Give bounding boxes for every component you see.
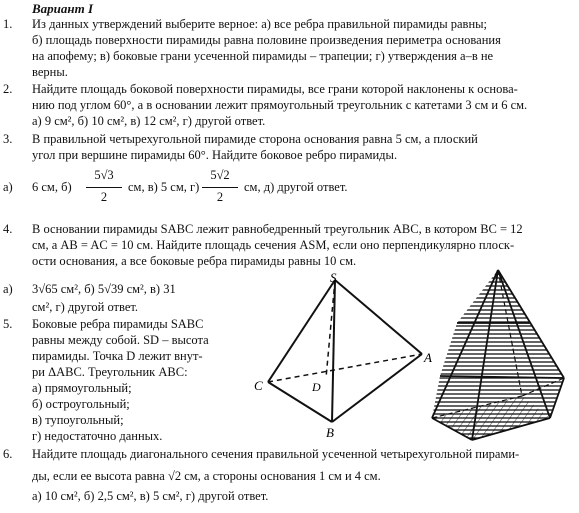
q1-line4: верны. (32, 65, 68, 79)
q5-line2: равны между собой. SD – высота (32, 333, 209, 347)
q5-line3: пирамиды. Точка D лежит внут- (32, 349, 203, 363)
q3-frac1-bar (86, 187, 122, 188)
label-d: D (312, 380, 321, 394)
q2-number: 2. (3, 82, 13, 96)
q3-line1: В правильной четырехугольной пирамиде сторона основания равна 5 см, а плоский (32, 132, 478, 146)
q4-line1: В основании пирамиды SABC лежит равнобедренный треугольник ABC, в котором BC = 12 (32, 222, 523, 236)
q3-frac2-bar (202, 187, 238, 188)
q5-number: 5. (3, 317, 13, 331)
q3-frac2-denominator: 2 (216, 190, 224, 204)
q4-answers-line2: см², г) другой ответ. (32, 300, 139, 314)
q1-line3: на апофему; в) боковые грани усеченной пирамиды – трапеции; г) утверждения а–в не (32, 49, 494, 63)
q6-answers: а) 10 см², б) 2,5 см², в) 5 см², г) другой ответ. (32, 489, 269, 503)
q3-answer-a: 6 см, б) (32, 180, 72, 194)
q5-line1: Боковые ребра пирамиды SABC (32, 317, 204, 331)
label-s: S (330, 272, 337, 285)
label-c: C (254, 378, 263, 393)
q2-line1: Найдите площадь боковой поверхности пирамиды, все грани которой наклонены к основа- (32, 82, 518, 96)
q3-number: 3. (3, 132, 13, 146)
q4-answer-label: а) (3, 282, 13, 296)
q6-line2: ды, если ее высота равна √2 см, а стороны основания 1 см и 4 см. (32, 469, 381, 483)
q5-option-b: б) остроугольный; (32, 397, 130, 411)
label-a: A (424, 350, 432, 365)
q3-frac2-numerator: 5√2 (210, 168, 230, 182)
q1-number: 1. (3, 17, 13, 31)
q2-line2: нию под углом 60°, а в основании лежит прямоугольный треугольник с катетами 3 см и 6 см. (32, 98, 528, 112)
q3-answer-end: см, д) другой ответ. (244, 180, 348, 194)
q5-line4: ри ΔABC. Треугольник ABC: (32, 365, 188, 379)
q5-option-c: в) тупоугольный; (32, 413, 124, 427)
q5-option-d: г) недостаточно данных. (32, 429, 163, 443)
q3-line2: угол при вершине пирамиды 60°. Найдите боковое ребро пирамиды. (32, 148, 398, 162)
q3-frac1-numerator: 5√3 (94, 168, 114, 182)
q3-answer-label: а) (3, 180, 13, 194)
q4-line3: ости основания, а все боковые ребра пирамиды равны 10 см. (32, 254, 357, 268)
q1-line1: Из данных утверждений выберите верное: а) все ребра правильной пирамиды равны; (32, 17, 488, 31)
q6-line1: Найдите площадь диагонального сечения правильной усеченной четырехугольной пирами- (32, 447, 520, 461)
truncated-pyramid-figure (402, 268, 578, 446)
q2-answers: а) 9 см², б) 10 см², в) 12 см², г) другой ответ. (32, 114, 266, 128)
label-b: B (326, 425, 334, 440)
q4-number: 4. (3, 222, 13, 236)
variant-title: Вариант I (32, 1, 94, 16)
q6-number: 6. (3, 447, 13, 461)
q4-answers-line1: 3√65 см², б) 5√39 см², в) 31 (32, 282, 176, 296)
q4-line2: см, а AB = AC = 10 см. Найдите площадь сечения ASM, если оно перпендикулярно плоск- (32, 238, 515, 252)
q1-line2: б) площадь поверхности пирамиды равна половине произведения периметра основания (32, 33, 501, 47)
q3-answer-mid: см, в) 5 см, г) (128, 180, 200, 194)
q3-frac1-denominator: 2 (100, 190, 108, 204)
q5-option-a: а) прямоугольный; (32, 381, 132, 395)
